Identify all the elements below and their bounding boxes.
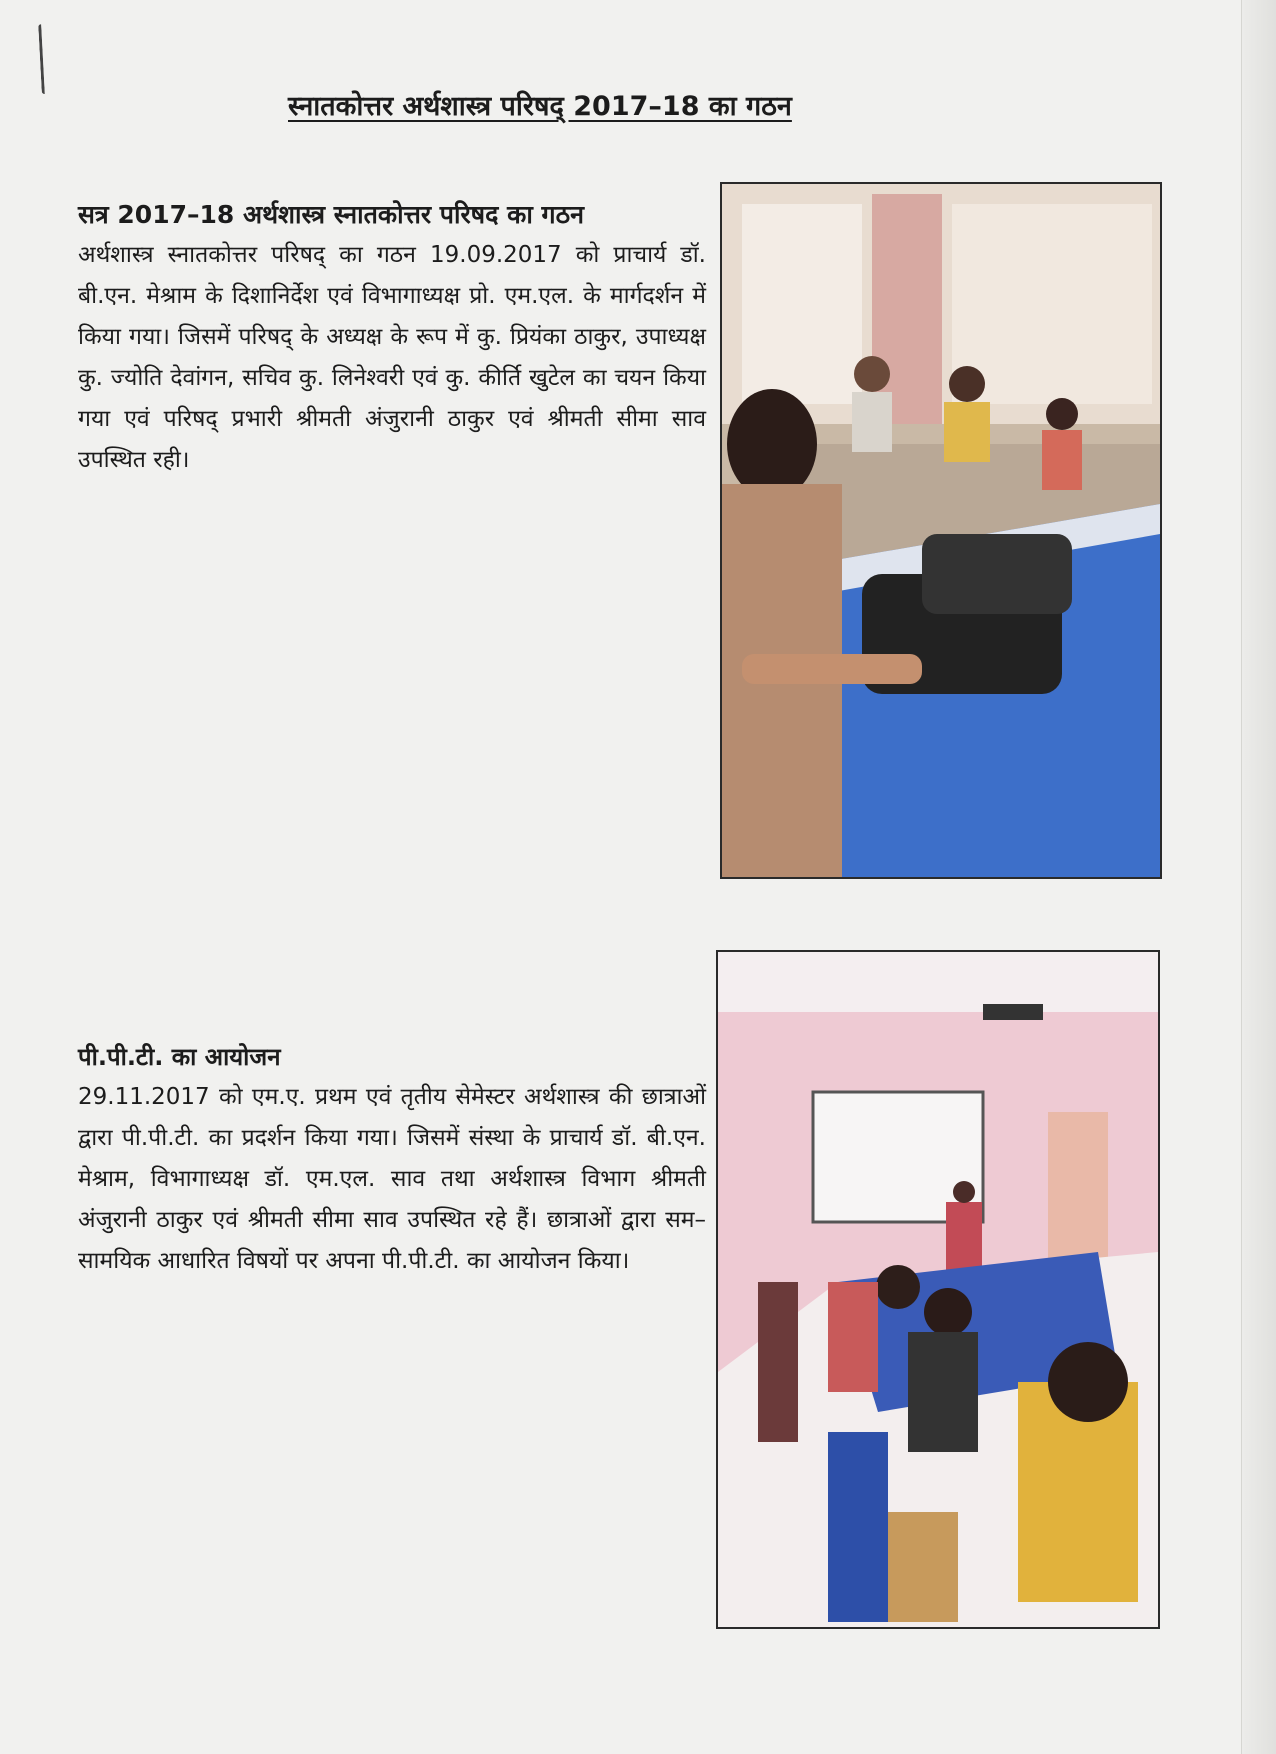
section-council-formation [78, 197, 706, 481]
page-edge [1241, 0, 1276, 1754]
section-heading: सत्र 2017–18 अर्थशास्त्र स्नातकोत्तर परिषद का गठन [78, 200, 584, 229]
page-title: स्नातकोत्तर अर्थशास्त्र परिषद् 2017–18 का गठन [288, 91, 792, 122]
margin-mark [38, 24, 50, 94]
section-heading: पी.पी.टी. का आयोजन [78, 1043, 281, 1071]
section-body: 29.11.2017 को एम.ए. प्रथम एवं तृतीय सेमेस्टर अर्थशास्त्र की छात्राओं द्वारा पी.पी.टी. का प्रदर्शन किया गया। जिसमें संस्था के प्राचार्य डॉ. बी.एन. मेश्राम, विभागाध्यक्ष डॉ. एम.एल. साव तथा अर्थशास्त्र विभाग श्रीमती अंजुरानी ठाकुर एवं श्रीमती सीमा साव उपस्थित रहे हैं। छात्राओं द्वारा सम–सामयिक आधारित विषयों पर अपना पी.पी.टी. का आयोजन किया। [78, 1084, 706, 1274]
meeting-photo-illustration [722, 184, 1160, 877]
ppt-photo-illustration [718, 952, 1158, 1627]
meeting-photo [720, 182, 1162, 879]
section-ppt-event [78, 1040, 706, 1282]
section-body: अर्थशास्त्र स्नातकोत्तर परिषद् का गठन 19.09.2017 को प्राचार्य डॉ. बी.एन. मेश्राम के दिशानिर्देश एवं विभागाध्यक्ष प्रो. एम.एल. के मार्गदर्शन में किया गया। जिसमें परिषद् के अध्यक्ष के रूप में कु. प्रियंका ठाकुर, उपाध्यक्ष कु. ज्योति देवांगन, सचिव कु. लिनेश्वरी एवं कु. कीर्ति खुटेल का चयन किया गया एवं परिषद् प्रभारी श्रीमती अंजुरानी ठाकुर एवं श्रीमती सीमा साव उपस्थित रही। [78, 242, 706, 473]
ppt-presentation-photo [716, 950, 1160, 1629]
